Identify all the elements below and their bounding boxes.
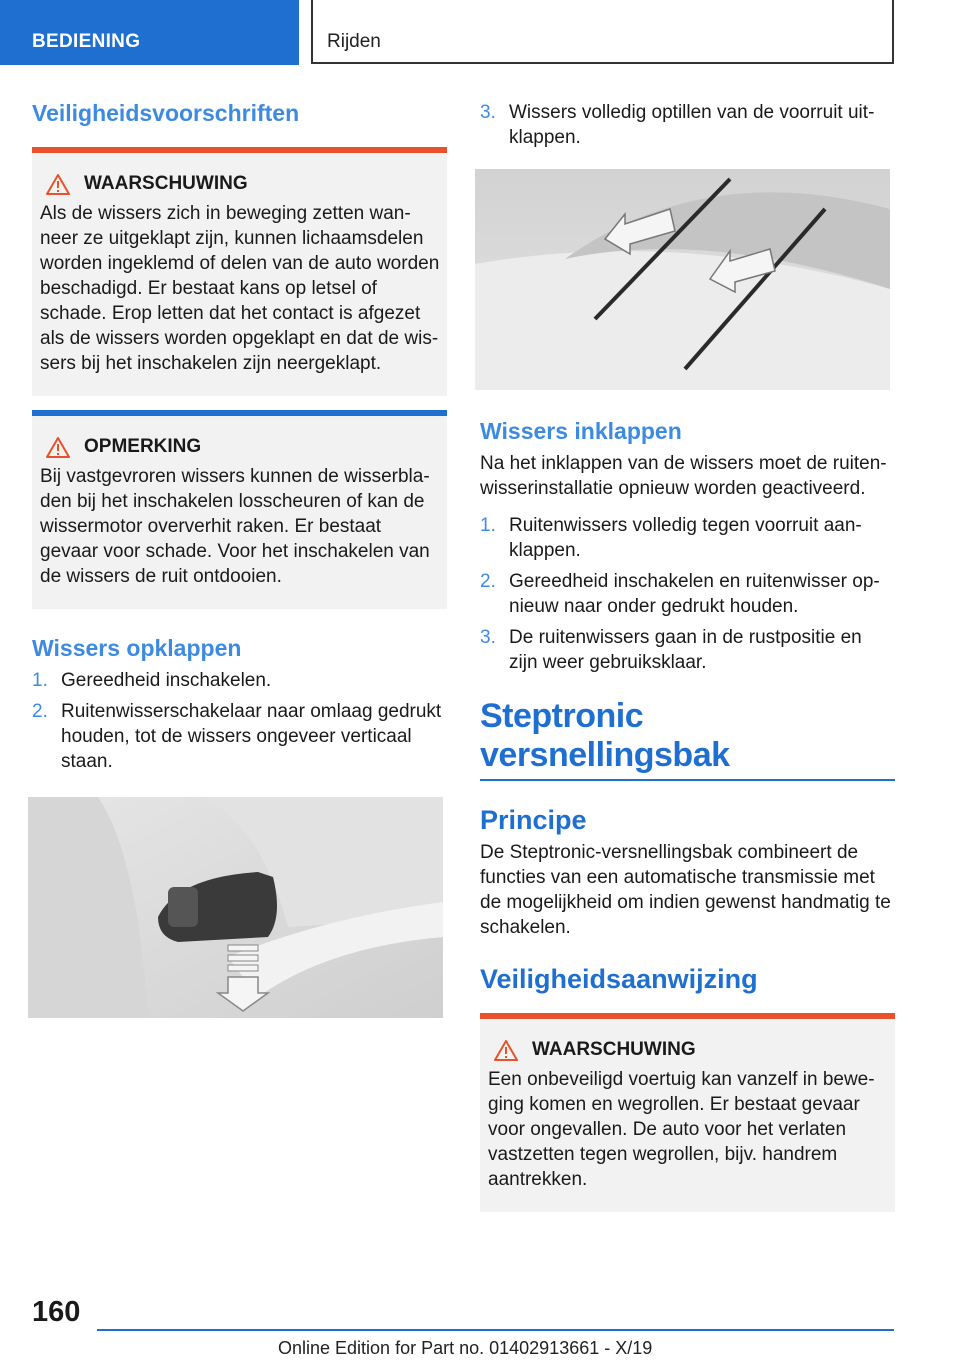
list-item: 1. Gereedheid inschakelen. bbox=[32, 670, 272, 691]
note-triangle-icon bbox=[46, 437, 70, 458]
warning-text: Als de wissers zich in beweging zetten wanneer ze uitgeklapt zijn, kunnen lichaamsdelen worden ingeklemd of delen van de auto worden beschadigd. Er bestaat kans op letsel of schade. Erop letten dat het contact is afgezet als de wissers worden opgeklapt en dat de wissers bij het inschakelen zijn neergeklapt. bbox=[40, 203, 440, 374]
steptronic-warning-title: WAARSCHUWING bbox=[532, 1039, 696, 1060]
note-box bbox=[32, 410, 447, 609]
safety-heading: Veiligheidsvoorschriften bbox=[32, 100, 300, 126]
warning-triangle-icon bbox=[46, 174, 70, 195]
footer-divider bbox=[97, 1329, 894, 1331]
fold-in-heading: Wissers inklappen bbox=[480, 418, 682, 444]
windshield-wipers-illustration bbox=[475, 169, 890, 390]
steptronic-heading: Steptronic versnellingsbak bbox=[480, 697, 895, 781]
steptronic-warning-text: Een onbeveiligd voertuig kan vanzelf in beweging komen en wegrollen. Er bestaat gevaar voor ongevallen. De auto voor het verlaten vastzetten tegen wegrollen, bijv. handrem aantrekken. bbox=[488, 1069, 875, 1190]
list-item: 2. Gereedheid inschakelen en ruitenwisser opnieuw naar onder gedrukt houden. bbox=[480, 571, 880, 617]
warning-title: WAARSCHUWING bbox=[84, 173, 248, 194]
fold-up-steps bbox=[32, 668, 447, 774]
note-text: Bij vastgevroren wissers kunnen de wisserbladen bij het inschakelen losscheuren of kan de wissermotor oververhit raken. Er bestaat gevaar voor schade. Voor het inschakelen van de wissers de ruit ontdooien. bbox=[40, 466, 430, 587]
list-item: 2. Ruitenwisserschakelaar naar omlaag gedrukt houden, tot de wissers ongeveer verticaal staan. bbox=[32, 701, 442, 772]
page-number: 160 bbox=[32, 1296, 81, 1328]
list-item: 3. De ruitenwissers gaan in de rustpositie en zijn weer gebruiksklaar. bbox=[480, 627, 862, 673]
chapter-title: Rijden bbox=[327, 31, 381, 52]
safety-note-heading: Veiligheidsaanwijzing bbox=[480, 964, 758, 994]
steptronic-warning-box bbox=[480, 1013, 895, 1212]
section-title: BEDIENING bbox=[32, 31, 141, 52]
fold-up-heading: Wissers opklappen bbox=[32, 635, 242, 661]
fold-up-steps-continued bbox=[480, 100, 895, 150]
fold-in-intro: Na het inklappen van de wissers moet de ruitenwisserinstallatie opnieuw worden geactiveerd. bbox=[480, 453, 887, 499]
edition-note: Online Edition for Part no. 01402913661 - X/19 bbox=[278, 1338, 653, 1358]
note-title: OPMERKING bbox=[84, 436, 202, 457]
right-column-top bbox=[480, 100, 895, 156]
warning-box bbox=[32, 147, 447, 396]
warning-triangle-icon bbox=[494, 1040, 518, 1061]
section-tab bbox=[0, 0, 299, 65]
wiper-stalk-illustration bbox=[28, 797, 443, 1018]
list-item: 1. Ruitenwissers volledig tegen voorruit aanklappen. bbox=[480, 515, 862, 561]
right-column-bottom bbox=[480, 418, 895, 1212]
chapter-tab bbox=[311, 0, 894, 64]
principle-text: De Steptronic-versnellingsbak combineert de functies van een automatische transmissie met de mogelijkheid om indien gewenst handmatig te schakelen. bbox=[480, 842, 891, 938]
fold-in-steps bbox=[480, 513, 895, 675]
left-column bbox=[32, 100, 447, 780]
list-item: 3. Wissers volledig optillen van de voorruit uitklappen. bbox=[480, 102, 875, 148]
principle-heading: Principe bbox=[480, 805, 587, 835]
